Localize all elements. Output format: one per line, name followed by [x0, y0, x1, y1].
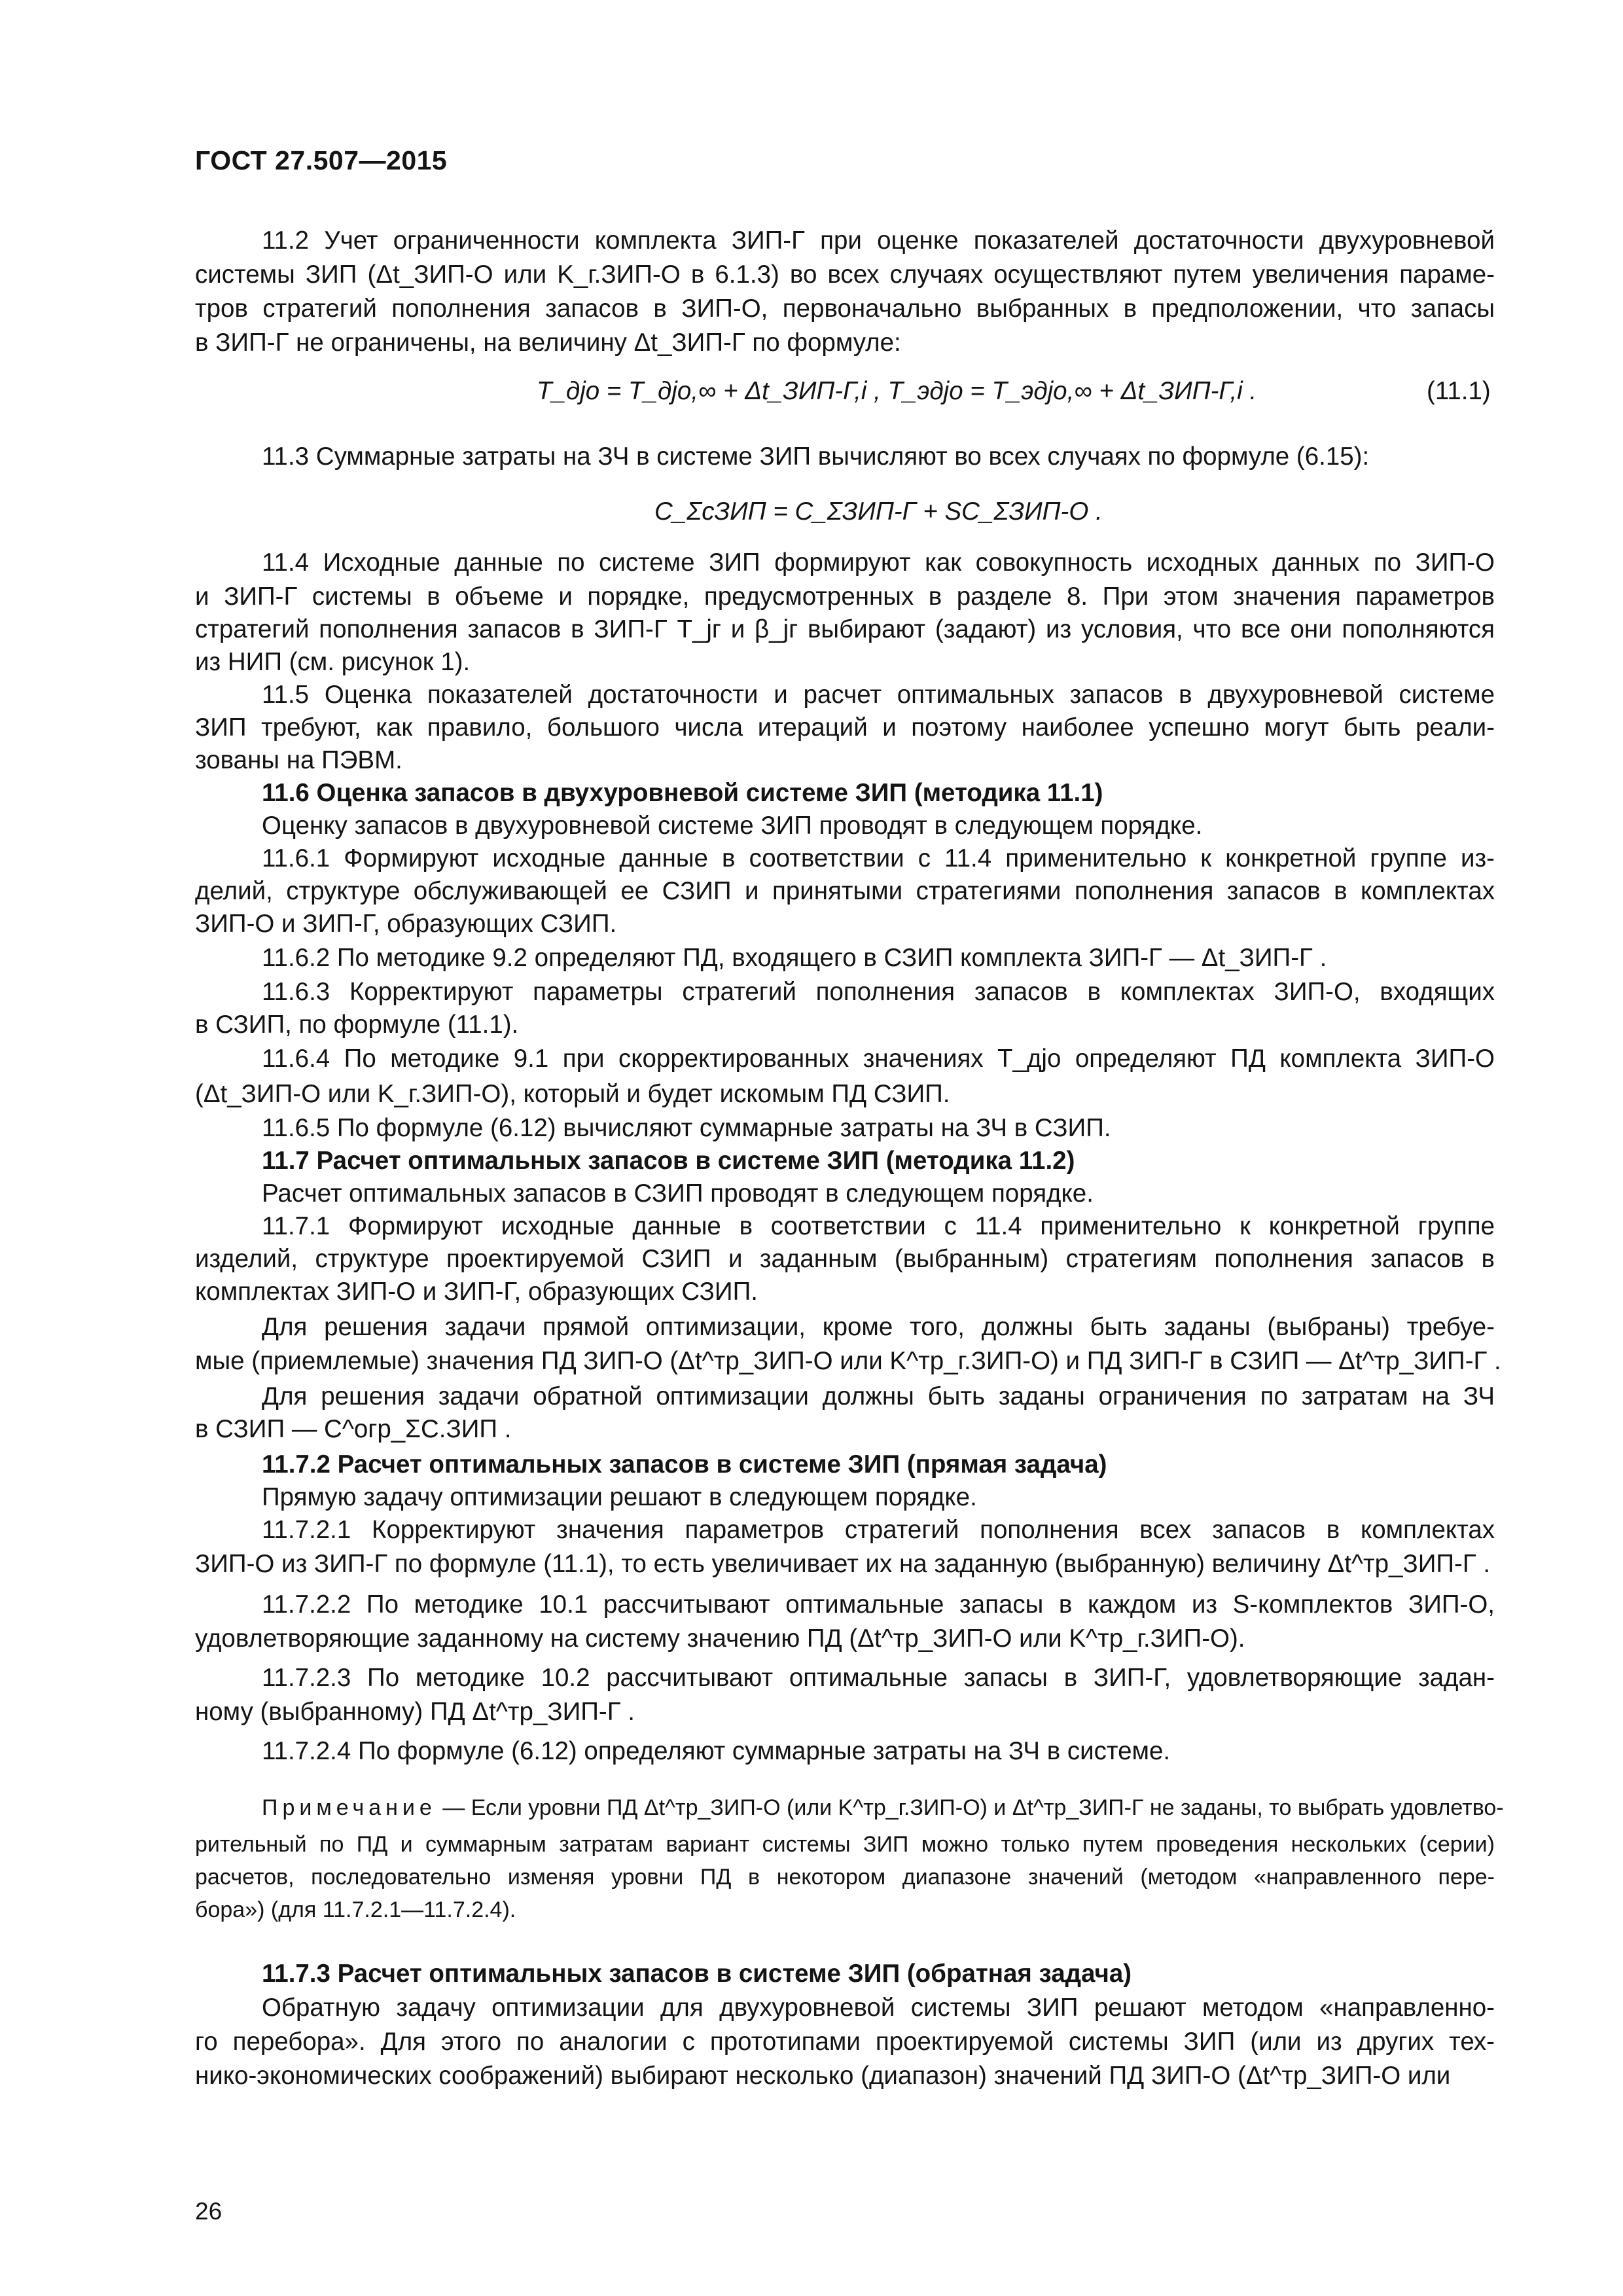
paragraph-line: Для решения задачи прямой оптимизации, кроме того, должны быть заданы (выбраны) требуе- — [262, 1313, 1495, 1341]
paragraph-line: Обратную задачу оптимизации для двухуровневой системы ЗИП решают методом «направленно- — [262, 1994, 1495, 2022]
note-label: Примечание — [262, 1795, 437, 1820]
paragraph-line: нико-экономических соображений) выбирают несколько (диапазон) значений ПД ЗИП-О (Δt^тр_ЗИП-О или — [195, 2062, 1451, 2090]
paragraph-11-6-5: 11.6.5 По формуле (6.12) вычисляют суммарные затраты на ЗЧ в СЗИП. — [262, 1114, 1111, 1142]
paragraph-line: в СЗИП, по формуле (11.1). — [195, 1011, 519, 1039]
paragraph-11-7-1-line: 11.7.1 Формируют исходные данные в соответствии с 11.4 применительно к конкретной группе — [262, 1212, 1495, 1240]
paragraph-11-6-4-line: 11.6.4 По методике 9.1 при скорректированных значениях T_дjо определяют ПД комплекта ЗИП-О — [262, 1045, 1495, 1073]
paragraph-11-3: 11.3 Суммарные затраты на ЗЧ в системе ЗИП вычисляют во всех случаях по формуле (6.15): — [262, 442, 1370, 471]
page-number: 26 — [195, 2198, 223, 2225]
note-line: расчетов, последовательно изменяя уровни ПД в некотором диапазоне значений (методом «направленного пере- — [195, 1865, 1495, 1890]
paragraph-line: комплектах ЗИП-О и ЗИП-Г, образующих СЗИП. — [195, 1278, 758, 1306]
paragraph-line: удовлетворяющие заданному на систему значению ПД (Δt^тр_ЗИП-О или K^тр_г.ЗИП-О). — [195, 1624, 1245, 1653]
paragraph-line: ЗИП-О из ЗИП-Г по формуле (11.1), то есть увеличивает их на заданную (выбранную) величину Δt^тр_ЗИП-Г . — [195, 1550, 1491, 1578]
paragraph-line: ному (выбранному) ПД Δt^тр_ЗИП-Г . — [195, 1698, 635, 1726]
paragraph-11-7-2-1-line: 11.7.2.1 Корректируют значения параметров стратегий пополнения всех запасов в комплектах — [262, 1516, 1495, 1544]
paragraph-line: тров стратегий пополнения запасов в ЗИП-О, первоначально выбранных в предположении, что запасы — [195, 295, 1495, 323]
paragraph-line: делий, структуре обслуживающей ее СЗИП и принятыми стратегиями пополнения запасов в комплектах — [195, 877, 1495, 905]
note-text: — Если уровни ПД Δt^тр_ЗИП-О (или K^тр_г.ЗИП-О) и Δt^тр_ЗИП-Г не заданы, то выбрать удовлетво- — [442, 1795, 1504, 1820]
paragraph-line: Расчет оптимальных запасов в СЗИП проводят в следующем порядке. — [262, 1179, 1094, 1208]
paragraph-line: в СЗИП — C^огр_ΣС.ЗИП . — [195, 1415, 512, 1443]
section-heading-11-7-3: 11.7.3 Расчет оптимальных запасов в системе ЗИП (обратная задача) — [262, 1960, 1132, 1988]
paragraph-line: зованы на ПЭВМ. — [195, 746, 402, 774]
paragraph-line: Для решения задачи обратной оптимизации должны быть заданы ограничения по затратам на ЗЧ — [262, 1382, 1495, 1410]
section-heading-11-7-2: 11.7.2 Расчет оптимальных запасов в системе ЗИП (прямая задача) — [262, 1450, 1107, 1479]
paragraph-line: и ЗИП-Г системы в объеме и порядке, предусмотренных в разделе 8. При этом значения параметров — [195, 583, 1495, 611]
paragraph-line: ЗИП-О и ЗИП-Г, образующих СЗИП. — [195, 910, 617, 938]
paragraph-line: го перебора». Для этого по аналогии с прототипами проектируемой системы ЗИП (или из других тех- — [195, 2028, 1495, 2056]
note-line — [262, 1793, 1504, 1822]
paragraph-line: из НИП (см. рисунок 1). — [195, 648, 471, 676]
formula-11-1: T_дjо = T_дjо,∞ + Δt_ЗИП-Г,i , T_эдjо = T_эдjо,∞ + Δt_ЗИП-Г,i . — [537, 377, 1257, 405]
paragraph-11-2-line: 11.2 Учет ограниченности комплекта ЗИП-Г при оценке показателей достаточности двухуровневой — [262, 226, 1495, 255]
note-line: бора») (для 11.7.2.1—11.7.2.4). — [195, 1897, 516, 1922]
paragraph-line: стратегий пополнения запасов в ЗИП-Г T_jг и β_jг выбирают (задают) из условия, что все они пополняются — [195, 615, 1495, 643]
paragraph-line: в ЗИП-Г не ограничены, на величину Δt_ЗИП-Г по формуле: — [195, 329, 901, 357]
paragraph-11-7-2-2-line: 11.7.2.2 По методике 10.1 рассчитывают оптимальные запасы в каждом из S-комплектов ЗИП-О, — [262, 1590, 1495, 1619]
section-heading-11-7: 11.7 Расчет оптимальных запасов в системе ЗИП (методика 11.2) — [262, 1147, 1075, 1175]
paragraph-11-6-3-line: 11.6.3 Корректируют параметры стратегий пополнения запасов в комплектах ЗИП-О, входящих — [262, 978, 1495, 1006]
paragraph-line: системы ЗИП (Δt_ЗИП-О или K_г.ЗИП-О в 6.1.3) во всех случаях осуществляют путем увеличения параме- — [195, 260, 1495, 289]
paragraph-line: ЗИП требуют, как правило, большого числа итераций и поэтому наиболее успешно могут быть реали- — [195, 713, 1495, 742]
paragraph-11-7-2-3-line: 11.7.2.3 По методике 10.2 рассчитывают оптимальные запасы в ЗИП-Г, удовлетворяющие задан- — [262, 1664, 1495, 1692]
note-line: рительный по ПД и суммарным затратам вариант системы ЗИП можно только путем проведения нескольких (серии) — [195, 1832, 1495, 1857]
paragraph-line: Прямую задачу оптимизации решают в следующем порядке. — [262, 1483, 977, 1511]
paragraph-11-7-2-4: 11.7.2.4 По формуле (6.12) определяют суммарные затраты на ЗЧ в системе. — [262, 1737, 1171, 1765]
paragraph-line: мые (приемлемые) значения ПД ЗИП-О (Δt^тр_ЗИП-О или K^тр_г.ЗИП-О) и ПД ЗИП-Г в СЗИП — Δt^тр_ЗИП-Г . — [195, 1347, 1501, 1375]
paragraph-line: Оценку запасов в двухуровневой системе ЗИП проводят в следующем порядке. — [262, 812, 1203, 840]
paragraph-line: (Δt_ЗИП-О или K_г.ЗИП-О), который и будет искомым ПД СЗИП. — [195, 1080, 950, 1108]
paragraph-11-6-1-line: 11.6.1 Формируют исходные данные в соответствии с 11.4 применительно к конкретной группе из- — [262, 844, 1495, 872]
paragraph-11-5-line: 11.5 Оценка показателей достаточности и расчет оптимальных запасов в двухуровневой системе — [262, 681, 1495, 709]
formula-number: (11.1) — [1427, 377, 1491, 405]
paragraph-11-4-line: 11.4 Исходные данные по системе ЗИП формируют как совокупность исходных данных по ЗИП-О — [262, 548, 1495, 577]
document-header: ГОСТ 27.507—2015 — [195, 145, 448, 175]
paragraph-11-6-2: 11.6.2 По методике 9.2 определяют ПД, входящего в СЗИП комплекта ЗИП-Г — Δt_ЗИП-Г . — [262, 944, 1327, 972]
paragraph-line: изделий, структуре проектируемой СЗИП и заданным (выбранным) стратегиям пополнения запасов в — [195, 1245, 1495, 1273]
section-heading-11-6: 11.6 Оценка запасов в двухуровневой системе ЗИП (методика 11.1) — [262, 779, 1103, 807]
formula-6-15: C_ΣсЗИП = C_ΣЗИП-Г + SC_ΣЗИП-О . — [654, 497, 1103, 526]
